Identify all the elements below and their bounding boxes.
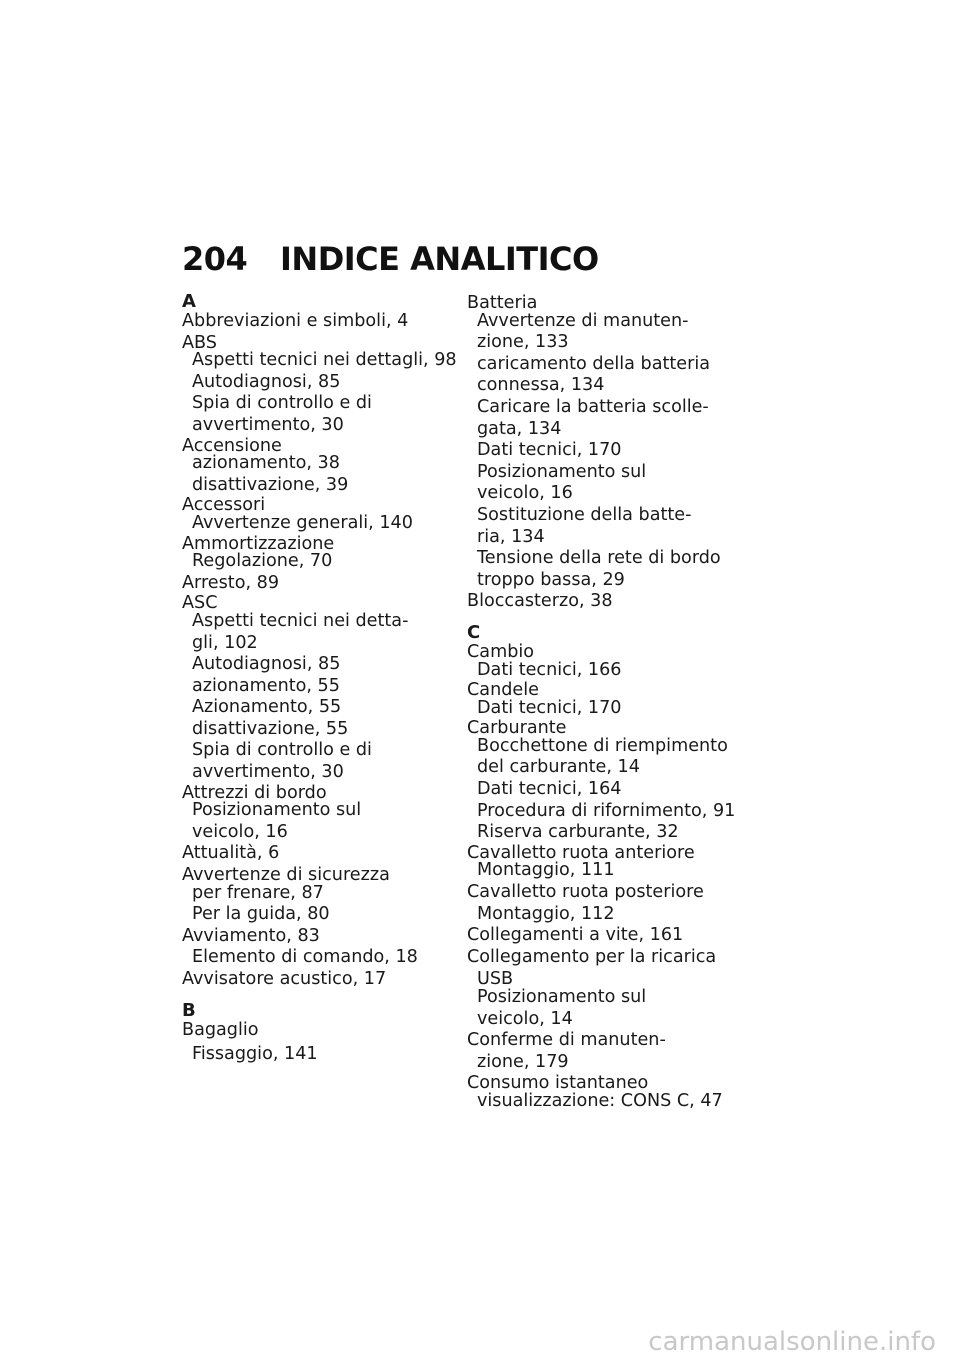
index-subentry: connessa, 134 [477, 375, 605, 396]
index-subentry: Autodiagnosi, 85 [192, 371, 341, 392]
watermark: carmanualsonline.info [648, 1327, 936, 1357]
index-subentry: Aspetti tecnici nei detta- [192, 610, 409, 631]
index-entry: Collegamenti a vite, 161 [467, 925, 684, 946]
index-subentry: avvertimento, 30 [192, 414, 344, 435]
index-subentry: veicolo, 16 [477, 483, 573, 504]
index-subentry: Dati tecnici, 170 [477, 440, 622, 461]
index-entry: Accessori [182, 495, 266, 516]
index-entry: Consumo istantaneo [467, 1073, 649, 1094]
index-subentry: Montaggio, 111 [477, 860, 615, 881]
index-subentry: azionamento, 38 [192, 453, 340, 474]
index-subentry: veicolo, 16 [192, 821, 288, 842]
index-subentry: disattivazione, 55 [192, 718, 349, 739]
index-subentry: zione, 179 [477, 1051, 569, 1072]
index-entry: Cavalletto ruota anteriore [467, 842, 695, 863]
index-subentry: Dati tecnici, 166 [477, 659, 622, 680]
index-subentry: Spia di controllo e di [192, 740, 372, 761]
index-subentry: Bocchettone di riempimento [477, 735, 728, 756]
index-subentry: Aspetti tecnici nei dettagli, 98 [192, 350, 457, 371]
index-entry: Accensione [182, 435, 282, 456]
index-entry: Cambio [467, 641, 535, 662]
index-entry: Conferme di manuten- [467, 1030, 666, 1051]
index-subentry: Autodiagnosi, 85 [192, 654, 341, 675]
index-subentry: Dati tecnici, 164 [477, 779, 622, 800]
index-entry: Bagaglio [182, 1019, 259, 1040]
index-entry: Arresto, 89 [182, 572, 280, 593]
index-subentry: Spia di controllo e di [192, 393, 372, 414]
index-entry: Avvisatore acustico, 17 [182, 969, 387, 989]
index-subentry: troppo bassa, 29 [477, 569, 625, 590]
index-subentry: Fissaggio, 141 [192, 1044, 318, 1065]
index-column-right [467, 293, 737, 1113]
index-entry: ASC [182, 593, 218, 614]
index-subentry: Azionamento, 55 [192, 697, 342, 718]
index-subentry: per frenare, 87 [192, 882, 324, 903]
index-entry: Carburante [467, 718, 567, 739]
index-subentry: avvertimento, 30 [192, 762, 344, 783]
index-subentry: Per la guida, 80 [192, 904, 330, 925]
index-subentry: USB [477, 969, 514, 990]
page-title: INDICE ANALITICO [280, 240, 599, 278]
index-subentry: Avvertenze di manuten- [477, 310, 689, 331]
index-subentry: Tensione della rete di bordo [477, 548, 721, 569]
section-letter-a: A [182, 291, 196, 312]
index-entry: ABS [182, 332, 217, 353]
index-subentry: Caricare la batteria scolle- [477, 396, 709, 417]
index-subentry: Montaggio, 112 [477, 903, 615, 924]
index-column-left [182, 291, 457, 1066]
index-entry: Cavalletto ruota posteriore [467, 882, 704, 903]
index-entry: Ammortizzazione [182, 533, 335, 554]
index-subentry: gata, 134 [477, 418, 562, 439]
section-letter-c: C [467, 621, 481, 643]
index-subentry: Procedura di rifornimento, 91 [477, 800, 736, 821]
index-subentry: gli, 102 [192, 632, 258, 653]
index-subentry: visualizzazione: CONS C, 47 [477, 1090, 723, 1111]
index-entry: Attrezzi di bordo [182, 782, 327, 803]
index-subentry: Posizionamento sul [192, 800, 362, 821]
page-number: 204 [182, 240, 248, 278]
index-subentry: Regolazione, 70 [192, 551, 333, 572]
index-subentry: zione, 133 [477, 332, 569, 353]
index-entry: Avvertenze di sicurezza [182, 865, 390, 886]
index-subentry: Posizionamento sul [477, 461, 647, 482]
index-subentry: Elemento di comando, 18 [192, 947, 418, 968]
index-entry: Avviamento, 83 [182, 925, 320, 946]
index-subentry: ria, 134 [477, 526, 545, 547]
index-entry: Collegamento per la ricarica [467, 946, 717, 967]
section-letter-b: B [182, 999, 196, 1021]
index-subentry: Dati tecnici, 170 [477, 697, 622, 718]
index-entry: Batteria [467, 293, 538, 313]
index-subentry: veicolo, 14 [477, 1008, 573, 1029]
index-subentry: Posizionamento sul [477, 987, 647, 1007]
index-entry: Candele [467, 680, 539, 701]
page-header [182, 240, 599, 278]
index-subentry: Avvertenze generali, 140 [192, 512, 413, 533]
index-subentry: Riserva carburante, 32 [477, 822, 679, 843]
index-subentry: Sostituzione della batte- [477, 504, 692, 525]
index-subentry: azionamento, 55 [192, 675, 340, 696]
index-subentry: caricamento della batteria [477, 353, 711, 374]
index-entry: Bloccasterzo, 38 [467, 591, 613, 612]
index-entry: Attualità, 6 [182, 843, 280, 864]
index-subentry: del carburante, 14 [477, 757, 640, 778]
index-entry: Abbreviazioni e simboli, 4 [182, 311, 409, 331]
index-subentry: disattivazione, 39 [192, 474, 349, 495]
